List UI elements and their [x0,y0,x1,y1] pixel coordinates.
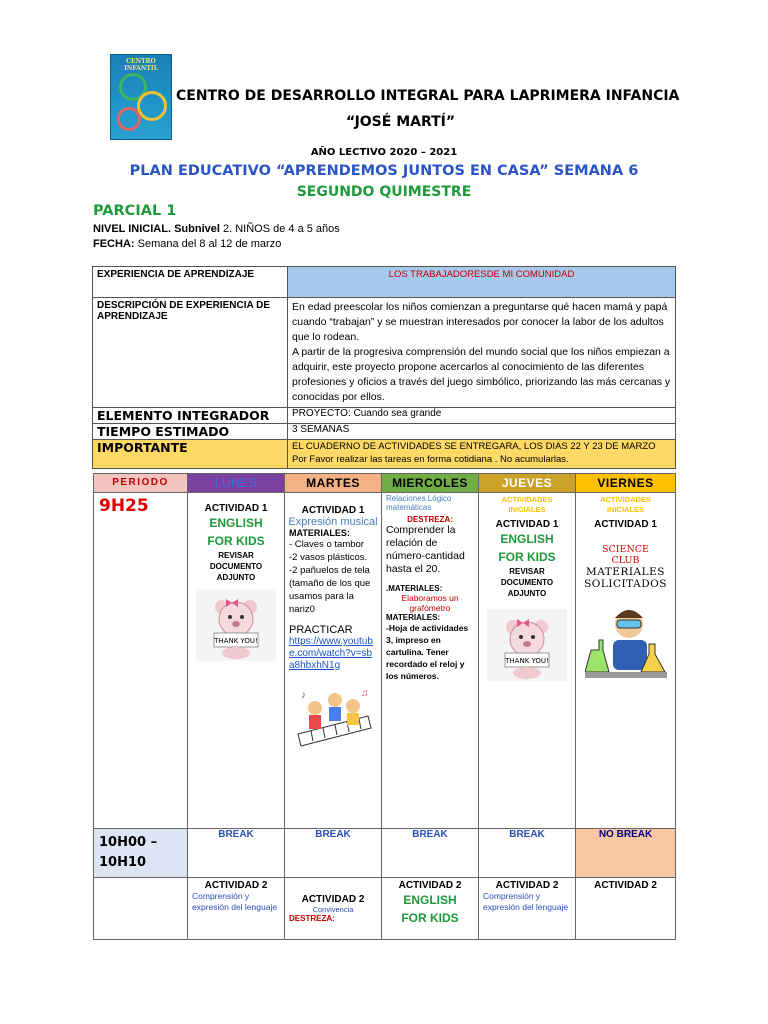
lunes-activity-cell [188,493,285,829]
miercoles-activity-cell [382,493,479,829]
imp-value-1: EL CUADERNO DE ACTIVIDADES SE ENTREGARA, LOS DIAS 22 Y 23 DE MARZO [292,441,656,452]
martes-youtube-link[interactable]: https://www.youtube.com/watch?v=sba8hbxhN1g [289,636,373,671]
martes-mat-label: MATERIALES: [289,528,350,538]
lunes-act2-cell [188,878,285,940]
bear-icon [487,609,567,681]
viernes-act-label: ACTIVIDAD 1 [594,519,657,530]
jueves-english: ENGLISH [500,532,554,546]
nivel-line [93,223,340,235]
periodo-header: PERIODO [94,474,188,493]
quimestre-title: SEGUNDO QUIMESTRE [296,184,472,200]
scientist-image [585,600,667,680]
miercoles-destreza-label: DESTREZA: [407,515,453,524]
miercoles-act2-for-kids: FOR KIDS [401,911,459,925]
day-header-martes: MARTES [285,474,382,493]
miercoles-act2-english: ENGLISH [403,893,457,907]
miercoles-task: Elaboramos un grafómetro [401,593,459,613]
scientist-icon [585,600,667,680]
martes-mat-3: -2 pañuelos de tela (tamaño de los que usamos para la nariz0 [289,565,371,615]
miercoles-destreza: Comprender la relación de número-cantidad hasta el 20. [386,524,465,575]
miercoles-area: Relaciones Lógico matemáticas [386,494,452,512]
day-header-lunes: LUNES [188,474,285,493]
miercoles-content [382,493,478,684]
lunes-act2-area: Comprensión y expresión del lenguaje [192,891,278,912]
school-logo [110,54,172,140]
imp-cell [288,440,676,469]
bear-icon [196,589,276,661]
fecha-value: Semana del 8 al 12 de marzo [134,238,282,250]
time-cell-1 [94,493,188,829]
exp-label: EXPERIENCIA DE APRENDIZAJE [93,267,288,298]
break-martes: BREAK [285,829,382,878]
desc-paragraph-1: En edad preescolar los niños comienzan a preguntarse qué hacen mamá y papá cuando “trabajan” y se muestran interesados por conocer la labor de los adultos que lo rodean. [292,301,668,343]
viernes-act2-label: ACTIVIDAD 2 [594,880,657,891]
no-break-viernes: NO BREAK [576,829,676,878]
fecha-label: FECHA: [93,238,135,250]
day-header-jueves: JUEVES [479,474,576,493]
viernes-club: CLUB [611,555,640,566]
day-header-miercoles: MIERCOLES [382,474,479,493]
break-jueves: BREAK [479,829,576,878]
bear-sign-text: THANK YOU! [505,657,549,665]
school-year: AÑO LECTIVO 2020 – 2021 [310,147,458,158]
martes-act2-cell [285,878,382,940]
thank-you-bear-image [196,589,276,661]
imp-value-2: Por Favor realizar las tareas en forma cotidiana . No acumularlas. [292,454,569,465]
desc-paragraph-2: A partir de la progresiva comprensión del mundo social que los niños empiezan a adquirir, este proyecto propone acercarlos al conocimiento de las diferentes profesiones y oficios a través del juego simbólico, priorizando las más cercanas y conocidas por ellos. [292,346,671,403]
tiempo-value: 3 SEMANAS [288,424,676,440]
lunes-act-label: ACTIVIDAD 1 [204,503,268,514]
logo-ring [117,107,141,131]
martes-act-label: ACTIVIDAD 1 [301,505,365,516]
time-cell-3 [94,878,188,940]
time-9h25: 9H25 [99,496,149,516]
viernes-science: SCIENCE [602,544,649,555]
schedule-table [93,473,676,940]
time-10h00: 10H00 – 10H10 [94,829,188,878]
school-subname: “JOSÉ MARTÍ” [346,114,456,130]
jueves-activity-cell [479,493,576,829]
bear-sign-text: THANK YOU! [214,637,258,645]
jueves-ref: REVISAR DOCUMENTO ADJUNTO [500,567,554,598]
parcial-title: PARCIAL 1 [93,203,177,219]
martes-materials [285,528,381,674]
desc-label: DESCRIPCIÓN DE EXPERIENCIA DE APRENDIZAJE [93,298,288,408]
lunes-ref: REVISAR DOCUMENTO ADJUNTO [209,551,263,582]
desc-cell [288,298,676,408]
miercoles-mat-label: .MATERIALES: [386,584,443,593]
svg-text:♫: ♫ [361,688,369,699]
jueves-act2-area: Comprensión y expresión del lenguaje [483,891,569,912]
logo-ring [137,91,167,121]
martes-activity-cell [285,493,382,829]
jueves-inicial: ACTIVIDADES INICIALES [501,495,553,514]
nivel-label: NIVEL INICIAL. Subnivel [93,223,220,235]
martes-mat-2: -2 vasos plásticos. [289,552,368,563]
viernes-act2-cell [576,878,676,940]
fecha-line [93,238,281,250]
exp-value: LOS TRABAJADORESDE MI COMUNIDAD [288,267,676,298]
viernes-activity-cell [576,493,676,829]
martes-area: Expresión musical [288,516,378,528]
jueves-act2-cell [479,878,576,940]
school-name: CENTRO DE DESARROLLO INTEGRAL PARA LAPRIMERA INFANCIA [176,88,680,104]
viernes-inicial: ACTIVIDADES INICIALES [600,495,651,514]
martes-act2-destreza: DESTREZA: [289,914,335,923]
experience-table [92,266,676,469]
martes-act2-label: ACTIVIDAD 2 [301,894,365,905]
piano-kids-icon [293,686,373,752]
svg-text:♪: ♪ [301,690,306,701]
thank-you-bear-image [487,609,567,681]
logo-text: CENTRO INFANTIL [124,58,158,72]
music-kids-image [293,686,373,752]
martes-mat-1: - Claves o tambor [289,539,364,550]
imp-label: IMPORTANTE [93,440,288,469]
miercoles-mat-label-2: MATERIALES: [386,613,441,622]
break-lunes: BREAK [188,829,285,878]
tiempo-label: TIEMPO ESTIMADO [93,424,288,440]
lunes-english: ENGLISH [209,516,263,530]
jueves-act2-label: ACTIVIDAD 2 [495,880,559,891]
miercoles-materials: -Hoja de actividades 3, impreso en cartulina. Tener recordado el reloj y los números. [386,623,469,681]
nivel-value: 2. NIÑOS de 4 a 5 años [219,223,340,235]
elem-label: ELEMENTO INTEGRADOR [93,408,288,424]
jueves-act-label: ACTIVIDAD 1 [495,519,559,530]
plan-title: PLAN EDUCATIVO “APRENDEMOS JUNTOS EN CASA” SEMANA 6 [129,163,639,179]
miercoles-act2-label: ACTIVIDAD 2 [398,880,462,891]
day-header-viernes: VIERNES [576,474,676,493]
martes-practicar: PRACTICAR [289,624,353,636]
lunes-for-kids: FOR KIDS [207,534,265,548]
jueves-for-kids: FOR KIDS [498,550,556,564]
viernes-mat-2: SOLICITADOS [584,578,667,590]
break-miercoles: BREAK [382,829,479,878]
martes-act2-area: Convivencia [312,905,354,914]
miercoles-act2-cell [382,878,479,940]
elem-value: PROYECTO: Cuando sea grande [288,408,676,424]
viernes-mat-1: MATERIALES [586,566,665,578]
lunes-act2-label: ACTIVIDAD 2 [204,880,268,891]
